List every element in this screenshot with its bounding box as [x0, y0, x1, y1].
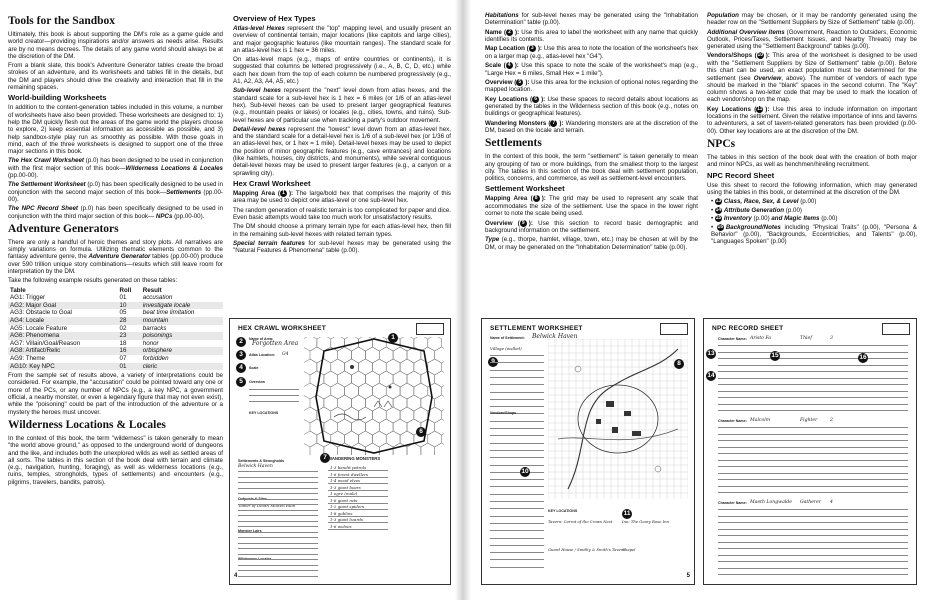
heading-adventure-generators: Adventure Generators	[8, 222, 119, 235]
character-class-value: Fighter	[800, 418, 818, 423]
list-item: • 14 Attribute Generation (p.00)	[711, 206, 802, 214]
table-cell: investigate locale	[141, 302, 223, 310]
table-cell: forbidden	[142, 354, 169, 362]
atlas-value: G4	[282, 352, 289, 357]
table-cell: AG6: Phenomena	[8, 332, 118, 340]
name-value: Forgotten Area	[252, 340, 299, 347]
paragraph-settlement-ref: The Settlement Worksheet (p.0) has been specifically designed to be used in conjunction with the second major section of this book—Settlements (pp.00-00).	[8, 181, 223, 203]
name-label: Name of Area:	[249, 337, 274, 341]
paragraph: Additional Overview items (Government, Reaction to Outsiders, Economic Outlook, Prices/Taxes, Settlement Issues, and Nearby Threats) may be generated using the "Settlement Background" tables (p.00).	[707, 28, 917, 51]
hex-crawl-worksheet-image	[229, 318, 451, 585]
paragraph: Atlas-level Hexes represent the "top" mapping level, and usually present an overview of continental terrain, major locations (like capitols and large cities), and major geographic features (like mountain ranges). The standard scale for an atlas-level hex is 1 hex = 36 miles.	[233, 25, 451, 54]
left-column-2	[233, 12, 451, 256]
table-row	[8, 355, 223, 363]
callout-6-icon: 6	[532, 96, 539, 103]
vendors-label: Vendors/Shops	[490, 411, 517, 415]
callout-14-icon: 14	[707, 372, 715, 379]
callout-10-icon: 10	[521, 468, 529, 475]
table-cell: 07	[119, 354, 127, 362]
left-column-1	[8, 12, 223, 488]
heading-settlement-worksheet: Settlement Worksheet	[485, 184, 565, 194]
paragraph: The tables in this section of the book deal with the creation of both major and minor NPCs, as well as henchmen/hireling recruitment.	[707, 154, 917, 169]
table-row	[8, 363, 223, 371]
table-cell: AG3: Obstacle to Goal	[10, 309, 72, 317]
paragraph: The DM should choose a primary terrain type for each atlas-level hex, then fill in the remaining sub-level hexes with related terrain types.	[233, 223, 451, 238]
table-header: Roll	[119, 286, 132, 294]
paragraph: From a blank slate, this book's Adventure Generator tables create the broad strokes of an adventure, and its worksheets and tables fill in the details, but the DM and players should drive the creativity and interaction that fill in the remaining spaces.	[8, 62, 223, 92]
name-value: Belwick Haven	[532, 333, 578, 340]
table-cell: poisonings	[141, 332, 223, 340]
paragraph: Overview ( 9 ): Use this section to record basic demographic and background information on the settlement.	[485, 219, 698, 234]
paragraph: Detail-level hexes represent the "lowest" level down from an atlas-level hex, and the standard scale for a detail-level hex is 1/6 of a sub-level hex (or 1/36 of an atlas-level hex, or 1 hex = 1 mile). Detail-level hexes may be used to depict the position of minor geographic features (e.g., cave entrances) and locations (like hamlets, houses, city districts, and monuments), while several contiguous detail-level hexes may be used to present larger features (e.g., a canyon or a sprawling city).	[233, 125, 451, 177]
sheet-title: HEX CRAWL WORKSHEET	[238, 325, 326, 332]
callout-3-icon: 3	[236, 350, 246, 360]
paragraph: Map Location ( 3 ): Use this area to note the location of the worksheet's hex on a larger map (e.g., atlas-level hex "G4").	[485, 45, 699, 60]
paragraph: Habitations for sub-level hexes may be generated using the "Inhabitation Determination" table (p.00).	[485, 12, 698, 27]
wandering-monsters-label: WANDERING MONSTERS	[328, 456, 381, 461]
callout-5-icon: 5	[236, 377, 246, 387]
paragraph: Special terrain features for sub-level hexes may be generated using the "Natural Features & Phenomena" table (p.00).	[233, 239, 451, 255]
hex-map	[304, 337, 444, 455]
type-value: Village (walled)	[490, 346, 522, 351]
table-header: Result	[142, 286, 162, 294]
table-row	[8, 347, 223, 355]
table-row	[8, 309, 223, 317]
heading-tools-for-sandbox: Tools for the Sandbox	[8, 15, 116, 27]
callout-3-icon: 3	[529, 45, 536, 52]
publisher-logo-icon	[660, 323, 688, 335]
loc2-value: Tower of Death Molten Ruin	[238, 503, 296, 508]
callout-7-icon: 7	[320, 453, 330, 463]
callout-8-icon: 8	[533, 195, 540, 202]
loc2-label: Outposts & Sites	[238, 497, 267, 501]
right-column-2	[707, 12, 917, 247]
table-cell: 28	[118, 317, 141, 325]
table-cell: AG7: Villain/Goal/Reason	[10, 339, 81, 347]
loc4-label: Wilderness Locales	[238, 557, 272, 561]
table-header: Table	[10, 286, 26, 294]
heading-hex-crawl-worksheet: Hex Crawl Worksheet	[233, 178, 311, 188]
heading-wilderness-locations: Wilderness Locations & Locales	[8, 418, 166, 431]
npc-record-sheet-image	[703, 318, 917, 585]
right-column-1	[485, 12, 698, 253]
table-row	[8, 302, 223, 310]
table-cell: 10	[118, 302, 141, 310]
heading-npcs: NPCs	[707, 138, 736, 151]
atlas-label: Atlas Location:	[249, 353, 275, 357]
table-cell: AG8: Artifact/Relic	[8, 347, 118, 355]
callout-9-icon: 9	[488, 357, 498, 367]
table-row	[8, 294, 223, 302]
wandering-monster-entry: 1-6 wolves	[330, 523, 352, 529]
table-row	[8, 340, 223, 348]
paragraph: Wandering Monsters ( 7 ): Wandering monsters are at the discretion of the DM, based on the locale and terrain.	[485, 119, 698, 134]
table-cell: AG5: Locale Feature	[10, 324, 68, 332]
key-location: Inn: The Geary Rose Inn	[622, 519, 669, 524]
heading-worldbuilding-worksheets: World-building Worksheets	[8, 93, 107, 103]
callout-10-icon: 10	[757, 52, 763, 59]
character-class-value: Gatherer	[800, 500, 822, 505]
key-locations-label: KEY LOCATIONS	[249, 411, 279, 415]
sheet-title: NPC RECORD SHEET	[712, 325, 784, 332]
paragraph: Mapping Area ( 8 ): The grid may be used to represent any scale that accommodates the size of the settlement. Use the space in the lower right corner to note the scale being used.	[485, 195, 698, 218]
character-name-label: Character Name:	[718, 337, 747, 341]
callout-11-icon: 11	[623, 510, 631, 517]
callout-13-icon: 13	[707, 350, 715, 357]
character-level-value: 2	[830, 418, 833, 423]
table-cell: 18	[119, 339, 127, 347]
paragraph: Vendors/Shops (10 ): This area of the worksheet is designed to be used with the "Settlement Suppliers by Size of Settlement" table (p.00). Before this chart can be used, an exact population must be determined for the settlement (see Overview, above). The number of vendors of each type should be marked in the "blank" spaces in the second column. The "Key" column shows a two-letter code that may be used to mark the location of each vendor/shop on the map.	[707, 52, 917, 104]
table-cell: AG10: Key NPC	[8, 363, 118, 371]
table-cell: 16	[118, 347, 141, 355]
callout-15-icon: 15	[771, 352, 779, 359]
table-row	[8, 325, 223, 333]
wandering-monster-entry: 1-8 goblins	[330, 510, 353, 516]
wandering-monster-entry: 1-3 bandit patrols	[330, 465, 367, 470]
callout-4-icon: 4	[506, 62, 513, 69]
table-cell: barracks	[142, 324, 167, 332]
callout-2-icon: 2	[506, 29, 513, 36]
wandering-monster-entry: 1-6 giant rats	[330, 497, 358, 503]
loc3-label: Monster Lairs	[238, 529, 262, 533]
character-name-value: Malcolm	[750, 418, 771, 423]
list-item: • 16 Background/Notes including "Physical Traits" (p.00), "Persona & Behavior" (p.00), "Backgrounds, Eccentricities, and Talents" (p.00), "Languages Spoken" (p.00)	[711, 223, 917, 246]
paragraph: Overview ( 5 ): Use this area for the inclusion of optional notes regarding the mapped location.	[485, 78, 698, 94]
key-location: Guard House / Smithy & Smith's Tavern	[548, 547, 626, 552]
paragraph: Take the following example results generated on these tables:	[8, 277, 178, 285]
table-cell: beat time limitation	[142, 309, 195, 317]
heading-overview-hex-types: Overview of Hex Types	[233, 14, 316, 23]
paragraph: Population may be chosen, or it may be randomly generated using the header row on the "Settlement Suppliers by Size of Settlement" table (p.00).	[707, 12, 917, 27]
name-label: Name of Settlement:	[490, 336, 525, 340]
wandering-monster-entry: 1-2 giant spiders	[330, 504, 365, 509]
character-level-value: 4	[830, 500, 833, 505]
paragraph: In the context of this book, the term "settlement" is taken generally to mean any grouping of two or more buildings, from the smallest thorp to the largest city. The tables in this section of the book deal with settlement population, politics, concerns, and commerce, as well as settlement-level encounters.	[485, 153, 698, 183]
settlement-map	[548, 339, 688, 499]
character-name-label: Character Name:	[718, 501, 747, 505]
table-cell: AG1: Trigger	[10, 294, 46, 302]
table-cell: 01	[118, 363, 141, 371]
callout-1-map-icon: 1	[388, 333, 398, 343]
table-cell: orbisphere	[141, 347, 223, 355]
heading-settlements: Settlements	[485, 137, 542, 150]
callout-5-icon: 5	[516, 79, 523, 86]
left-page	[0, 0, 463, 600]
callout-16-icon: 16	[859, 354, 867, 361]
wandering-monster-entry: 1-4 wood elves	[330, 478, 361, 483]
paragraph: There are only a handful of heroic themes and story plots. All narratives are simply variations on formula. Utilizing thematic elements common to the fantasy adventure genre, the Adventure Generator tables (pp.00-00) produce over 590 trillion unique story combinations—results which still leave room for interpretation by the DM.	[8, 238, 224, 276]
paragraph: Sub-level hexes represent the "next" level down from atlas hexes, and the standard scale for a sub-level hex is 1 hex = 6 miles (or 1/6 of an atlas-level hex). Sub-level hexes can be used to present larger geographical features (e.g., mountain peaks or lakes) or locales (e.g., cities, towns, and ruins). Sub-level hexes are of particular use when tracking a party's outdoor movement.	[233, 87, 451, 124]
character-level-value: 3	[830, 336, 833, 341]
table-cell: 02	[119, 324, 127, 332]
page-gutter	[455, 0, 471, 600]
character-name-value: Aristo Fa	[750, 336, 772, 341]
character-name-label: Character Name:	[718, 419, 747, 423]
page-number: 4	[234, 573, 238, 579]
wandering-monster-entry: 1-3 giant lizards	[330, 517, 363, 522]
paragraph: Use this sheet to record the following information, which may generated using the tables in this book, or determined at the discretion of the DM.	[707, 181, 917, 196]
table-row	[8, 317, 223, 325]
callout-11-icon: 11	[757, 105, 763, 112]
page-number: 5	[686, 573, 690, 579]
paragraph: Scale ( 4 ): Use this space to note the scale of the worksheet's map (e.g., "Large Hex = 6 miles, Small Hex = 1 mile").	[485, 62, 698, 77]
right-page	[463, 0, 927, 600]
scale-label: Scale	[249, 366, 259, 370]
paragraph: Type (e.g., thorpe, hamlet, village, town, etc.) may be chosen at will by the DM, or may be generated on the "Inhabitation Determination" table (p.00).	[485, 236, 698, 251]
paragraph: Key Locations (11 ): Use this area to include information on important locations in the settlement. Given the relative importance of inns and taverns to adventurers, a set of tavern-related generators has been provided (p.00-00). Other key locations are at the discretion of the DM.	[707, 105, 917, 135]
wandering-monster-entry: 1-6 forest dwellers	[330, 471, 369, 477]
callout-6-icon: 6	[416, 427, 426, 437]
table-cell: 23	[118, 332, 141, 340]
table-row	[8, 332, 223, 340]
paragraph-npc-ref: The NPC Record Sheet (p.0) has been specifically designed to be used in conjunction with the third major section of this book— NPCs (pp.00-00).	[8, 205, 223, 220]
heading-npc-record-sheet: NPC Record Sheet	[707, 170, 775, 180]
callout-7-icon: 7	[550, 120, 557, 127]
paragraph: On atlas-level maps (e.g., maps of entire countries or continents), it is suggested that columns be lettered progressively (i.e., A, B, C, D, etc.) while each hex down from the top of each column be numbered progressively (e.g., A1, A2, A3, A4, A5, etc.)	[233, 56, 451, 86]
settlement-worksheet-image	[481, 318, 695, 585]
paragraph: From the sample set of results above, a variety of interpretations could be considered. For example, the "accusation" could be pointed toward any one or more of the PCs, or any number of NPCs (e.g., a key NPC, a government official, a nearby monster, or even a legendary figure that may not even exist), while the "poisoning" could be part of the introduction of the adventure or a mystery the heroes must uncover.	[8, 372, 223, 416]
list-item: • 13 Class, Race, Sex, & Level (p.00)	[711, 198, 817, 206]
loc1-value: Belwick Haven	[238, 464, 273, 469]
callout-4-icon: 4	[236, 363, 246, 373]
overview-label: Overview	[249, 380, 265, 384]
paragraph: Ultimately, this book is about supporting the DM's role as a game guide and world creator—providing inspirations and/or answers as needs arise. Results are by no means decrees. The details of any game world should always be at the discretion of the DM.	[8, 31, 223, 60]
list-item: • 15 Inventory (p.00) and Magic Items (p.00)	[711, 215, 838, 223]
table-cell: AG2: Major Goal	[8, 302, 118, 310]
paragraph-hex-crawl-ref: The Hex Crawl Worksheet (p.0) has been designed to be used in conjunction with the first major section of this book—Wilderness Locations & Locales (pp.00-00).	[8, 157, 223, 180]
paragraph: Key Locations ( 6 ): Use these spaces to record details about locations as generated by the tables in the Wilderness section of this book (e.g., notes on buildings or geographical features).	[485, 95, 698, 118]
table-cell: AG4: Locale	[8, 317, 118, 325]
table-cell: AG9: Theme	[10, 354, 45, 362]
publisher-logo-icon	[416, 323, 444, 335]
callout-9-icon: 9	[520, 220, 527, 227]
paragraph: Mapping Area ( 1 ): The large/bold hex that comprises the majority of this area may be used to depict one atlas-level or one sub-level hex.	[233, 189, 451, 205]
callout-2-icon: 2	[236, 337, 246, 347]
table-cell: honor	[142, 339, 159, 347]
sheet-title: SETTLEMENT WORKSHEET	[490, 325, 583, 332]
callout-1-icon: 1	[280, 190, 287, 197]
example-results-table	[8, 287, 223, 371]
table-cell: cleric	[141, 363, 223, 371]
table-cell: accusation	[142, 294, 173, 302]
loc1-label: Settlements & Strongholds	[238, 459, 285, 463]
key-location: Chapel	[622, 547, 636, 552]
publisher-logo-icon	[882, 323, 910, 335]
character-name-value: Maeth Longwalde	[750, 500, 792, 505]
wandering-monster-entry: 1 ogre (male)	[330, 491, 358, 496]
wandering-monster-entry: 1-3 giant boars	[330, 484, 361, 490]
paragraph: The random generation of realistic terrain is too complicated for paper and dice. Even basic attempts would take too much work for unsatisfactory results.	[233, 206, 451, 221]
table-cell: 01	[119, 294, 127, 302]
paragraph: Name ( 2 ): Use this area to label the worksheet with any name that quickly identifies its contents.	[485, 28, 698, 44]
character-class-value: Thief	[800, 336, 812, 341]
key-locations-label: KEY LOCATIONS	[548, 509, 578, 513]
paragraph: In the context of this book, the term "wilderness" is taken generally to mean "the world above ground," as opposed to the underground world of dungeons and the like, and includes both the unexplored wilds as well as settled areas of all sorts. The tables in this section of the book deal with terrain and climate (e.g., navigation, hunting, foraging), as well as wilderness locations (e.g., ruins, temples, strongholds, types of settlements) and encounters (e.g., pilgrims, travelers, bandits, patrols).	[8, 434, 223, 486]
paragraph: In addition to the content-generation tables included in this volume, a number of worksheets have also been provided. These worksheets are designed to: 1) help the DM quickly flesh out the areas of the game world the players choose to explore, 2) keep essential information as accessible as possible, and 3) help sandbox-style play run as smoothly as possible. With those goals in mind, each of the three worksheets is designed to support one of the three major sections in this book.	[8, 104, 223, 156]
callout-8-icon: 8	[674, 359, 684, 369]
key-location: Tavern: Carrot of the Crows Nest	[548, 519, 613, 524]
table-cell: 05	[119, 309, 127, 317]
table-cell: mountain	[141, 317, 223, 325]
